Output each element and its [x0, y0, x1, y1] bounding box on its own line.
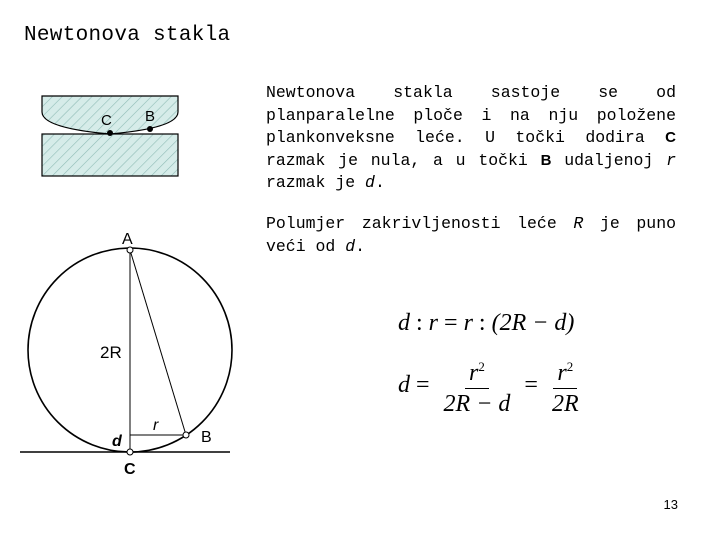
frac2-denominator: 2R	[551, 390, 579, 417]
fraction-2	[548, 353, 583, 418]
chord-a-b	[130, 250, 186, 435]
f1-paren-expr: (2R − d)	[491, 309, 575, 336]
label-r: r	[153, 417, 159, 434]
fraction-1	[440, 353, 515, 418]
p2-text-2: je puno veći od	[266, 214, 676, 256]
frac1-exponent: 2	[478, 358, 485, 374]
f1-r2: r	[463, 309, 473, 336]
plane-parallel-plate	[42, 134, 178, 176]
frac2-numerator: r	[557, 359, 567, 386]
page-number: 13	[663, 497, 678, 512]
p1-text-2: razmak je nula, a u točki	[266, 150, 541, 170]
f1-d: d	[398, 309, 410, 336]
label-b: B	[201, 429, 212, 446]
f2-lhs: d	[398, 371, 410, 398]
formula-line-2	[398, 350, 587, 420]
p1-text-4: razmak je	[266, 173, 366, 192]
f1-colon-2: :	[478, 309, 486, 336]
f2-equals-1: =	[416, 371, 430, 398]
p2-text-1: Polumjer zakrivljenosti leće	[266, 214, 574, 233]
description-paragraph-1	[266, 82, 676, 195]
label-b-top: B	[145, 108, 156, 125]
point-b	[183, 432, 189, 438]
frac1-numerator: r	[469, 359, 479, 386]
contact-point-c	[107, 130, 113, 136]
formula-line-1	[398, 296, 587, 350]
p1-text-3: udaljenoj	[551, 150, 667, 170]
p1-var-r: r	[666, 150, 676, 170]
label-c: C	[124, 461, 136, 478]
point-c	[127, 449, 133, 455]
frac1-denominator: 2R − d	[443, 390, 511, 417]
label-2r: 2R	[100, 343, 122, 362]
f1-r1: r	[428, 309, 439, 336]
p2-var-r: R	[573, 214, 584, 233]
p1-var-d: d	[365, 173, 375, 192]
p1-point-c: C	[665, 129, 676, 146]
label-a: A	[122, 231, 133, 248]
f1-equals: =	[444, 309, 458, 336]
description-paragraph-2	[266, 213, 676, 258]
p1-text-5: .	[374, 173, 385, 192]
p1-text-1: Newtonova stakla sastoje se od planparalelne ploče i na nju položene plankonveksne leće. U točki dodira	[266, 83, 676, 147]
label-d: d	[112, 433, 122, 450]
label-c-top: C	[101, 112, 112, 129]
p2-var-d: d	[345, 236, 356, 256]
circle-geometry-diagram	[20, 231, 232, 478]
p2-text-3: .	[355, 236, 366, 256]
formula-block	[398, 296, 587, 420]
frac2-exponent: 2	[566, 358, 574, 374]
slide-title: Newtonova stakla	[24, 24, 231, 47]
f1-colon-1: :	[416, 309, 423, 336]
point-b-top	[147, 126, 153, 132]
f2-equals-2: =	[524, 371, 538, 398]
p1-point-b: B	[540, 151, 552, 169]
